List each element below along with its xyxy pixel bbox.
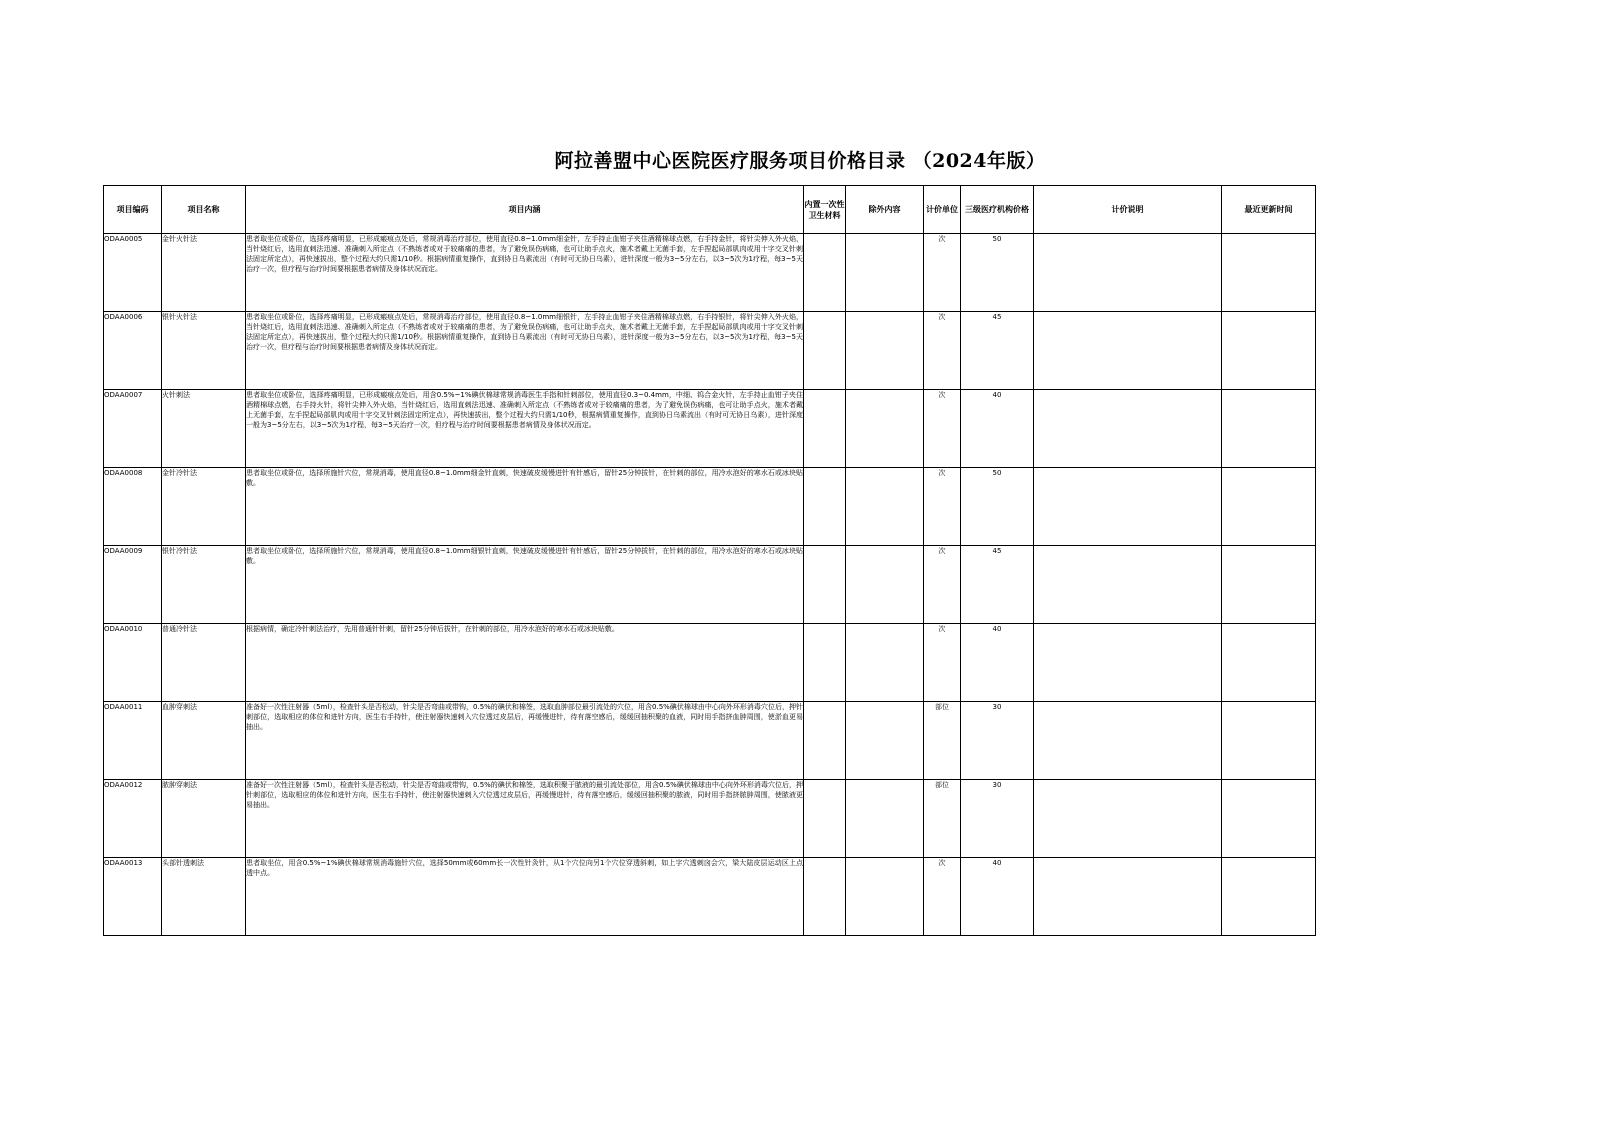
- cell-updated: [1222, 858, 1316, 936]
- cell-unit: 部位: [924, 702, 961, 780]
- cell-exclusions: [846, 390, 924, 468]
- cell-exclusions: [846, 702, 924, 780]
- cell-materials: [804, 702, 846, 780]
- cell-exclusions: [846, 624, 924, 702]
- table-header-row: [104, 186, 1316, 234]
- cell-code: ODAA0013: [104, 858, 162, 936]
- cell-exclusions: [846, 546, 924, 624]
- cell-notes: [1034, 234, 1222, 312]
- cell-name: 头部针透刺法: [162, 858, 246, 936]
- cell-materials: [804, 312, 846, 390]
- cell-updated: [1222, 780, 1316, 858]
- cell-updated: [1222, 624, 1316, 702]
- cell-notes: [1034, 546, 1222, 624]
- header-unit: 计价单位: [924, 186, 961, 234]
- cell-updated: [1222, 390, 1316, 468]
- header-code: 项目编码: [104, 186, 162, 234]
- cell-content: 准备好一次性注射器（5ml），检查针头是否松动，针尖是否弯曲或带钩，0.5%的碘伏和棉签，选取血肿部位最引流处的穴位，用含0.5%碘伏棉球由中心向外环形消毒穴位后，押针刺部位，选取相应的体位和进针方向，医生右手持针，使注射器快速刺入穴位透过皮层后，再缓慢进针，待有落空感后，缓缓回抽积聚的血液，同时用手指挤血肿周围，使淤血更易抽出。: [246, 702, 804, 780]
- cell-notes: [1034, 468, 1222, 546]
- cell-name: 金针火针法: [162, 234, 246, 312]
- cell-content: 患者取坐位或卧位，选择疼痛明显，已形成瘢痕点处后，常规消毒治疗部位，使用直径0.8~1.0mm细银针，左手持止血钳子夹住酒精棉球点燃，右手持银针，将针尖伸入外火焰，当针烧红后，选用直刺法迅速、准确刺入所定点（不熟练者或对于较痛痛的患者，为了避免误伤病痛，也可让助手点火，施术者戴上无菌手套，左手捏起局部肌肉或用十字交叉针刺法固定所定点），再快速拔出，整个过程大约只需1/10秒。根据病情重复操作，直到协日乌素流出（有时可无协日乌素），进针深度一般为3~5分左右，以3~5次为1疗程，每3~5天治疗一次，但疗程与治疗时间要根据患者病情及身体状况而定。: [246, 312, 804, 390]
- cell-code: ODAA0005: [104, 234, 162, 312]
- cell-unit: 次: [924, 624, 961, 702]
- cell-exclusions: [846, 858, 924, 936]
- cell-name: 银针火针法: [162, 312, 246, 390]
- cell-content: 准备好一次性注射器（5ml），检查针头是否松动，针尖是否弯曲或带钩，0.5%的碘伏和棉签，选取积聚于脓液的最引流处部位，用含0.5%碘伏棉球由中心向外环形消毒穴位后，押针刺部位，选取相应的体位和进针方向，医生右手持针，使注射器快速刺入穴位透过皮层后，再缓慢进针，待有落空感后，缓缓回抽积聚的脓液，同时用手指挤脓肿周围，使脓液更易抽出。: [246, 780, 804, 858]
- table-row: [104, 468, 1316, 546]
- cell-content: 患者取坐位或卧位，选择所施针穴位，常规消毒，使用直径0.8~1.0mm细银针直刺，快速破皮缓慢进针有针感后，留针25分钟拔针，在针刺的部位，用冷水泡好的寒水石或冰块贴敷。: [246, 546, 804, 624]
- header-name: 项目名称: [162, 186, 246, 234]
- cell-exclusions: [846, 780, 924, 858]
- cell-updated: [1222, 234, 1316, 312]
- cell-code: ODAA0012: [104, 780, 162, 858]
- table-row: [104, 312, 1316, 390]
- cell-price: 40: [961, 390, 1034, 468]
- cell-updated: [1222, 312, 1316, 390]
- cell-name: 血肿穿刺法: [162, 702, 246, 780]
- cell-exclusions: [846, 468, 924, 546]
- cell-name: 火针刺法: [162, 390, 246, 468]
- cell-price: 30: [961, 780, 1034, 858]
- table-row: [104, 624, 1316, 702]
- cell-code: ODAA0008: [104, 468, 162, 546]
- cell-code: ODAA0011: [104, 702, 162, 780]
- cell-price: 45: [961, 312, 1034, 390]
- cell-content: 患者取坐位或卧位，选择疼痛明显，已形成瘢痕点处后，用含0.5%~1%碘伏棉球常规消毒医生手指和针刺部位，使用直径0.3~0.4mm，中细、钨合金火针，左手持止血钳子夹住酒精棉球点燃，右手持火针，将针尖伸入外火焰，当针烧红后，选用直刺法迅速、准确刺入所定点（不熟练者或对于较痛痛的患者，为了避免误伤病痛，也可让助手点火，施术者戴上无菌手套，左手捏起局部肌肉或用十字交叉针刺法固定所定点），再快速拔出，整个过程大约只需1/10秒，根据病情重复操作，直到协日乌素流出（有时可无协日乌素），进针深度一般为3~5分左右，以3~5次为1疗程，每3~5天治疗一次，但疗程与治疗时间要根据患者病情及身体状况而定。: [246, 390, 804, 468]
- cell-unit: 次: [924, 546, 961, 624]
- cell-name: 金针冷针法: [162, 468, 246, 546]
- cell-materials: [804, 234, 846, 312]
- cell-price: 40: [961, 624, 1034, 702]
- cell-notes: [1034, 858, 1222, 936]
- cell-updated: [1222, 702, 1316, 780]
- cell-code: ODAA0009: [104, 546, 162, 624]
- cell-updated: [1222, 468, 1316, 546]
- cell-unit: 次: [924, 390, 961, 468]
- cell-price: 40: [961, 858, 1034, 936]
- cell-content: 患者取坐位或卧位，选择疼痛明显，已形成瘢痕点处后，常规消毒治疗部位，使用直径0.8~1.0mm细金针，左手持止血钳子夹住酒精棉球点燃，右手持金针，将针尖伸入外火焰，当针烧红后，选用直刺法迅速、准确刺入所定点（不熟练者或对于较痛痛的患者，为了避免误伤病痛，也可让助手点火，施术者戴上无菌手套，左手捏起局部肌肉或用十字交叉针刺法固定所定点），再快速拔出，整个过程大约只需1/10秒。根据病情重复操作，直到协日乌素流出（有时可无协日乌素），进针深度一般为3~5分左右，以3~5次为1疗程，每3~5天治疗一次，但疗程与治疗时间要根据患者病情及身体状况而定。: [246, 234, 804, 312]
- header-materials: 内置一次性卫生材料: [804, 186, 846, 234]
- cell-exclusions: [846, 312, 924, 390]
- cell-unit: 次: [924, 858, 961, 936]
- cell-unit: 次: [924, 312, 961, 390]
- cell-materials: [804, 390, 846, 468]
- cell-content: 患者取坐位或卧位，选择所施针穴位，常规消毒，使用直径0.8~1.0mm细金针直刺，快速破皮缓慢进针有针感后，留针25分钟拔针，在针刺的部位，用冷水泡好的寒水石或冰块贴敷。: [246, 468, 804, 546]
- cell-materials: [804, 858, 846, 936]
- cell-notes: [1034, 624, 1222, 702]
- header-updated: 最近更新时间: [1222, 186, 1316, 234]
- cell-price: 50: [961, 468, 1034, 546]
- cell-unit: 部位: [924, 780, 961, 858]
- cell-code: ODAA0007: [104, 390, 162, 468]
- cell-code: ODAA0010: [104, 624, 162, 702]
- header-content: 项目内涵: [246, 186, 804, 234]
- cell-materials: [804, 546, 846, 624]
- page-title: 阿拉善盟中心医院医疗服务项目价格目录 （2024年版）: [554, 150, 1046, 172]
- header-notes: 计价说明: [1034, 186, 1222, 234]
- cell-materials: [804, 624, 846, 702]
- table-row: [104, 858, 1316, 936]
- cell-content: 患者取坐位，用含0.5%~1%碘伏棉球常规消毒施针穴位，选择50mm或60mm长一次性针灸针，从1个穴位向另1个穴位穿透斜刺，如上字穴透刺囟会穴，梁大陆皮层运动区上点透中点。: [246, 858, 804, 936]
- header-price: 三级医疗机构价格: [961, 186, 1034, 234]
- cell-unit: 次: [924, 234, 961, 312]
- cell-price: 50: [961, 234, 1034, 312]
- cell-materials: [804, 780, 846, 858]
- table-row: [104, 390, 1316, 468]
- cell-name: 普通冷针法: [162, 624, 246, 702]
- cell-content: 根据病情，确定冷针刺法治疗，先用普通针针刺，留针25分钟后拔针，在针刺的部位，用冷水泡好的寒水石或冰块贴敷。: [246, 624, 804, 702]
- cell-notes: [1034, 312, 1222, 390]
- cell-name: 银针冷针法: [162, 546, 246, 624]
- price-table: [103, 185, 1316, 936]
- cell-notes: [1034, 702, 1222, 780]
- table-row: [104, 780, 1316, 858]
- cell-notes: [1034, 390, 1222, 468]
- cell-name: 脓肿穿刺法: [162, 780, 246, 858]
- cell-price: 45: [961, 546, 1034, 624]
- cell-notes: [1034, 780, 1222, 858]
- table-row: [104, 546, 1316, 624]
- table-row: [104, 234, 1316, 312]
- cell-materials: [804, 468, 846, 546]
- cell-code: ODAA0006: [104, 312, 162, 390]
- cell-exclusions: [846, 234, 924, 312]
- cell-price: 30: [961, 702, 1034, 780]
- cell-updated: [1222, 546, 1316, 624]
- table-row: [104, 702, 1316, 780]
- header-exclusions: 除外内容: [846, 186, 924, 234]
- cell-unit: 次: [924, 468, 961, 546]
